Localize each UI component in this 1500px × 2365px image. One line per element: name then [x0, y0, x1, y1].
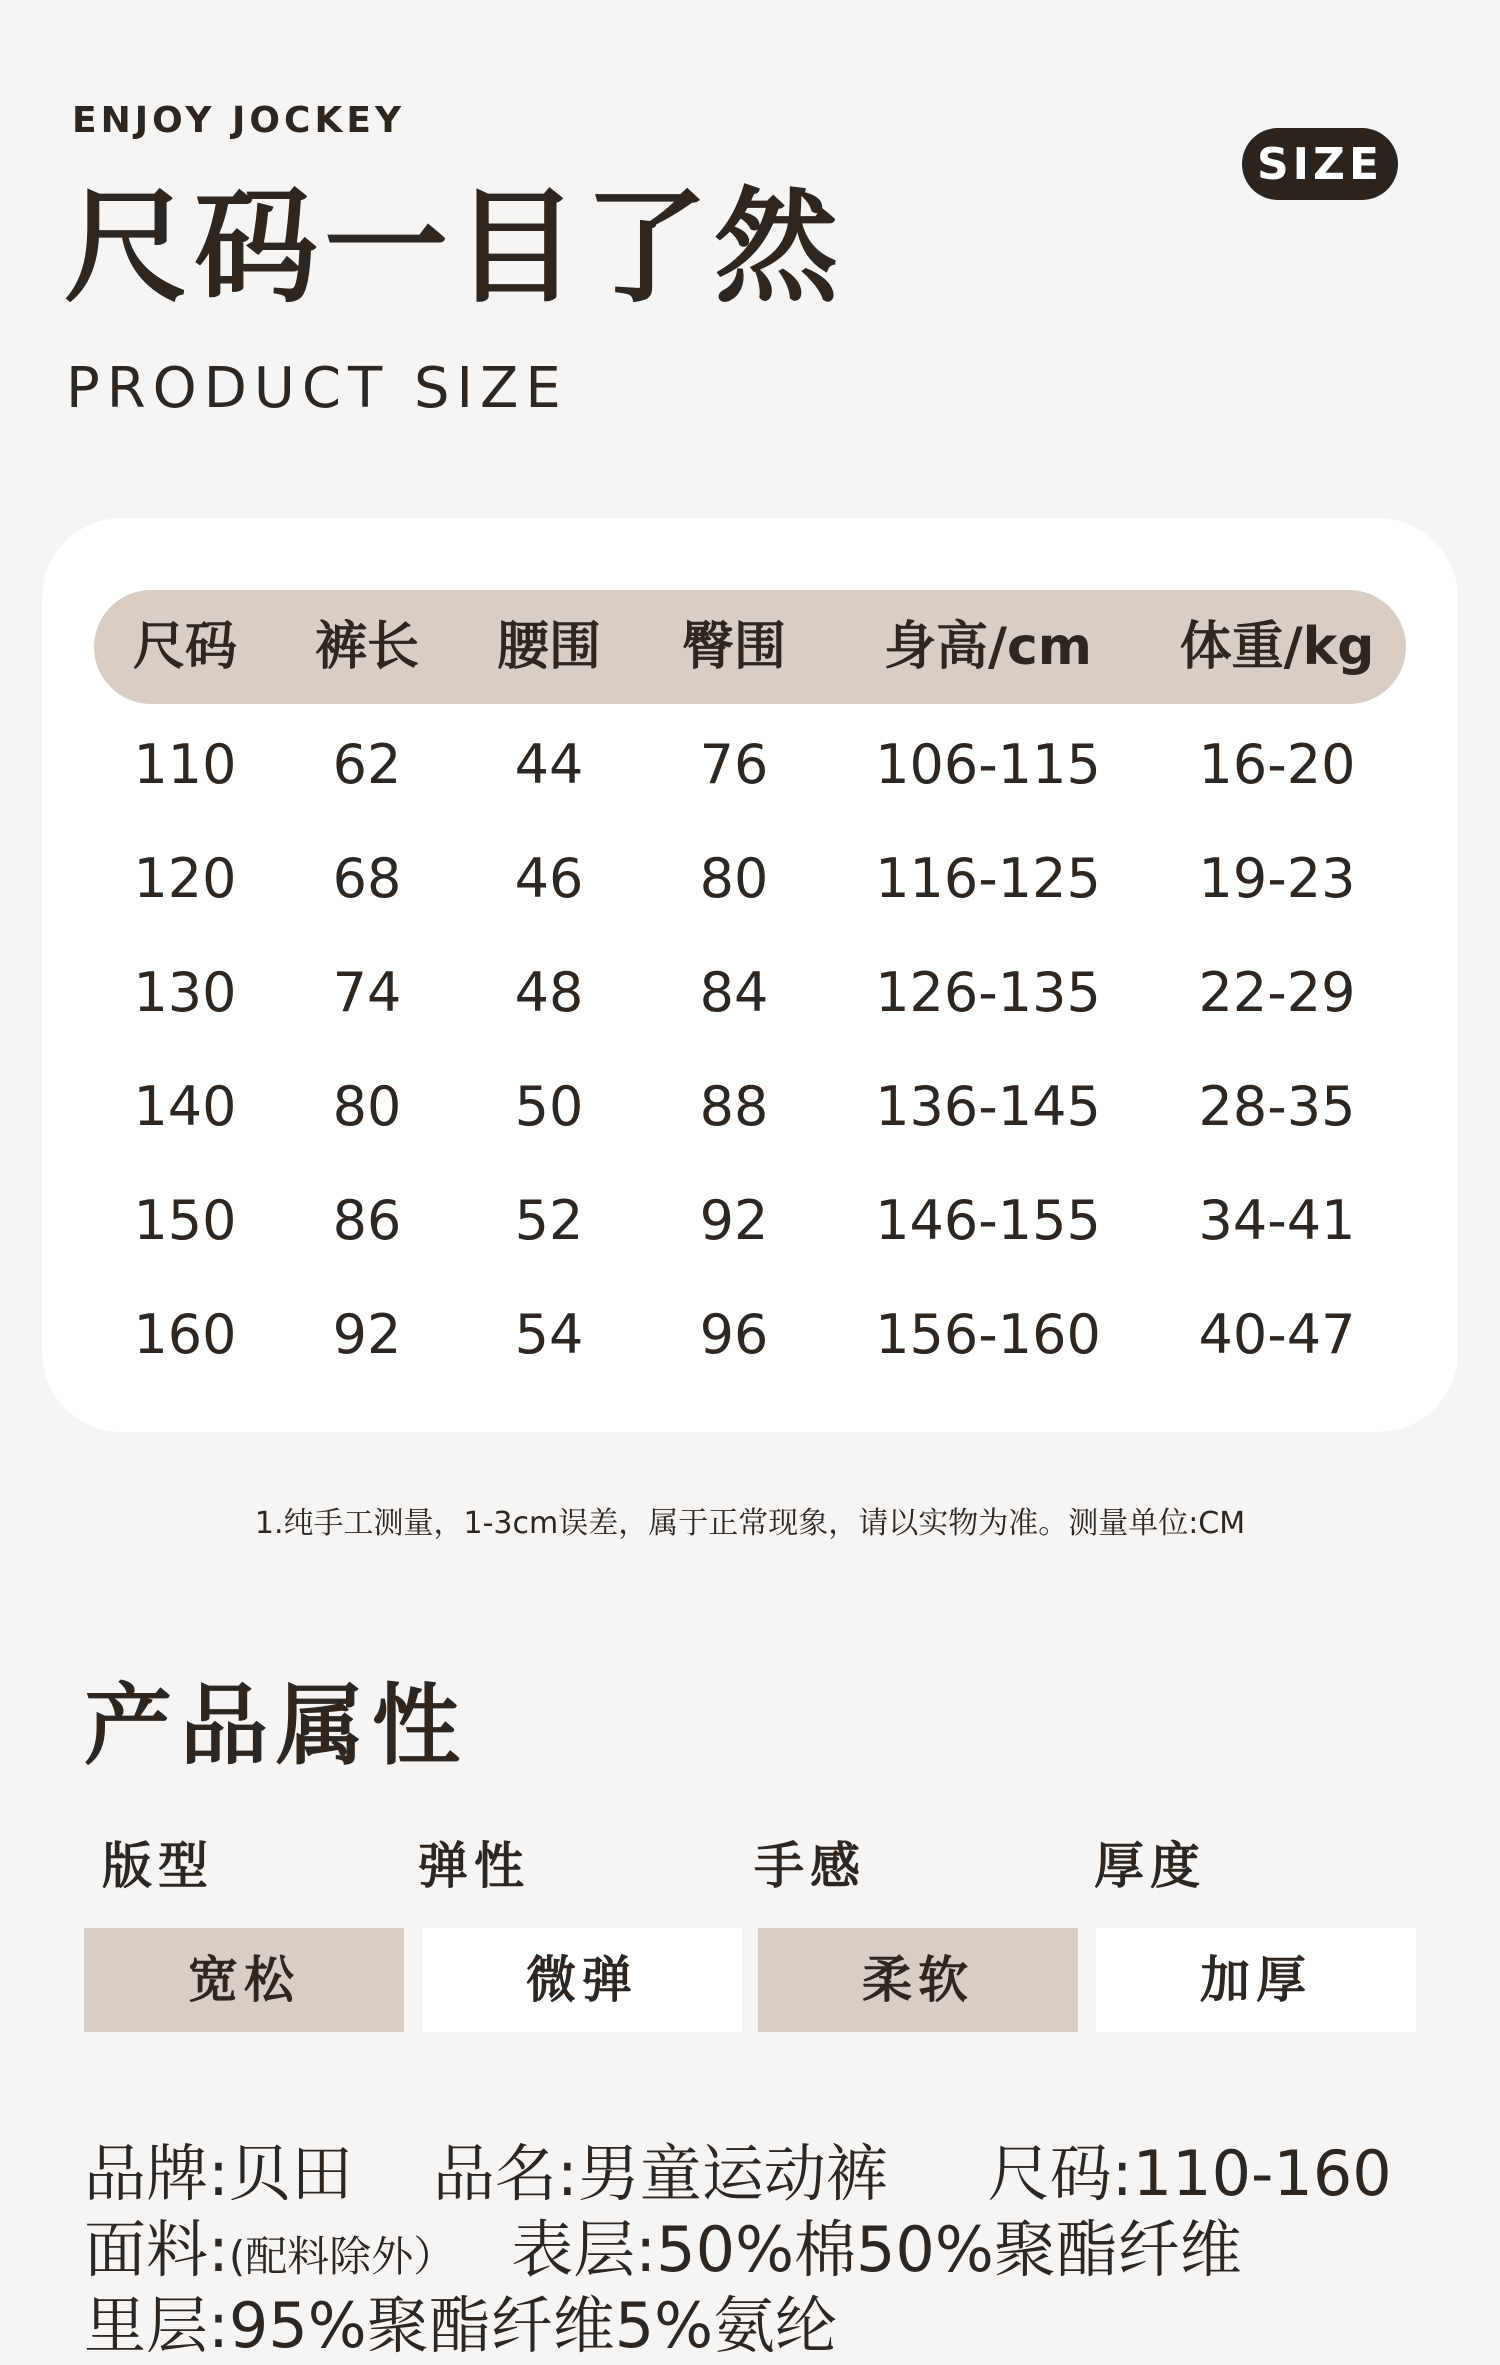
header-cell-hip: 臀围 [681, 617, 786, 677]
attr-label-feel: 手感 [754, 1837, 866, 1895]
table-cell: 86 [332, 1189, 402, 1252]
size-table-card [42, 518, 1458, 1432]
table-cell: 44 [514, 733, 584, 796]
table-row [94, 1278, 1406, 1392]
table-row [94, 936, 1406, 1050]
header-cell-size: 尺码 [132, 617, 237, 677]
table-cell: 160 [133, 1303, 237, 1366]
table-row [94, 822, 1406, 936]
table-row [94, 1050, 1406, 1164]
table-cell: 116-125 [875, 847, 1101, 910]
info-product-name: 品名:男童运动裤 [432, 2137, 888, 2210]
page-subtitle: PRODUCT SIZE [66, 356, 568, 421]
table-cell: 146-155 [875, 1189, 1101, 1252]
table-cell: 34-41 [1198, 1189, 1356, 1252]
table-cell: 106-115 [875, 733, 1101, 796]
table-cell: 140 [133, 1075, 237, 1138]
attr-value-fit: 宽松 [84, 1928, 404, 2032]
attr-label-thickness: 厚度 [1094, 1837, 1206, 1895]
info-inner-layer: 里层:95%聚酯纤维5%氨纶 [84, 2289, 838, 2362]
table-cell: 46 [514, 847, 584, 910]
info-size-range: 尺码:110-160 [987, 2137, 1392, 2210]
size-badge: SIZE [1242, 128, 1398, 200]
measurement-note: 1.纯手工测量，1-3cm误差，属于正常现象，请以实物为准。测量单位:CM [254, 1506, 1246, 1541]
attr-value-feel: 柔软 [758, 1928, 1078, 2032]
table-cell: 150 [133, 1189, 237, 1252]
header-cell-waist: 腰围 [496, 617, 601, 677]
table-cell: 52 [514, 1189, 584, 1252]
table-cell: 40-47 [1198, 1303, 1356, 1366]
table-cell: 68 [332, 847, 402, 910]
info-fabric-label: 面料: [84, 2213, 229, 2286]
attr-value-thickness: 加厚 [1096, 1928, 1416, 2032]
info-fabric-note: (配料除外） [228, 2232, 456, 2281]
table-cell: 84 [699, 961, 769, 1024]
table-cell: 76 [699, 733, 769, 796]
info-outer-layer: 表层:50%棉50%聚酯纤维 [511, 2213, 1242, 2286]
table-cell: 80 [699, 847, 769, 910]
table-cell: 110 [133, 733, 237, 796]
table-cell: 22-29 [1198, 961, 1356, 1024]
header-cell-length: 裤长 [314, 617, 419, 677]
table-cell: 19-23 [1198, 847, 1356, 910]
info-brand: 品牌:贝田 [84, 2137, 353, 2210]
table-cell: 50 [514, 1075, 584, 1138]
table-cell: 80 [332, 1075, 402, 1138]
table-cell: 96 [699, 1303, 769, 1366]
table-cell: 88 [699, 1075, 769, 1138]
table-cell: 16-20 [1198, 733, 1356, 796]
page-title: 尺码一目了然 [64, 176, 845, 320]
table-cell: 136-145 [875, 1075, 1101, 1138]
table-cell: 130 [133, 961, 237, 1024]
table-cell: 54 [514, 1303, 584, 1366]
attr-label-fit: 版型 [102, 1837, 214, 1895]
header-cell-height: 身高/cm [883, 617, 1092, 677]
table-cell: 62 [332, 733, 402, 796]
table-cell: 126-135 [875, 961, 1101, 1024]
table-cell: 48 [514, 961, 584, 1024]
attr-label-elasticity: 弹性 [418, 1837, 530, 1895]
table-cell: 92 [699, 1189, 769, 1252]
header-cell-weight: 体重/kg [1179, 617, 1375, 677]
table-cell: 120 [133, 847, 237, 910]
table-cell: 92 [332, 1303, 402, 1366]
brand-line: ENJOY JOCKEY [72, 100, 406, 141]
table-row [94, 708, 1406, 822]
size-table-header [94, 590, 1406, 704]
table-cell: 156-160 [875, 1303, 1101, 1366]
table-cell: 28-35 [1198, 1075, 1356, 1138]
table-row [94, 1164, 1406, 1278]
table-cell: 74 [332, 961, 402, 1024]
attributes-title: 产品属性 [84, 1674, 469, 1777]
info-line-3 [84, 2276, 837, 2365]
attr-value-elasticity: 微弹 [422, 1928, 742, 2032]
